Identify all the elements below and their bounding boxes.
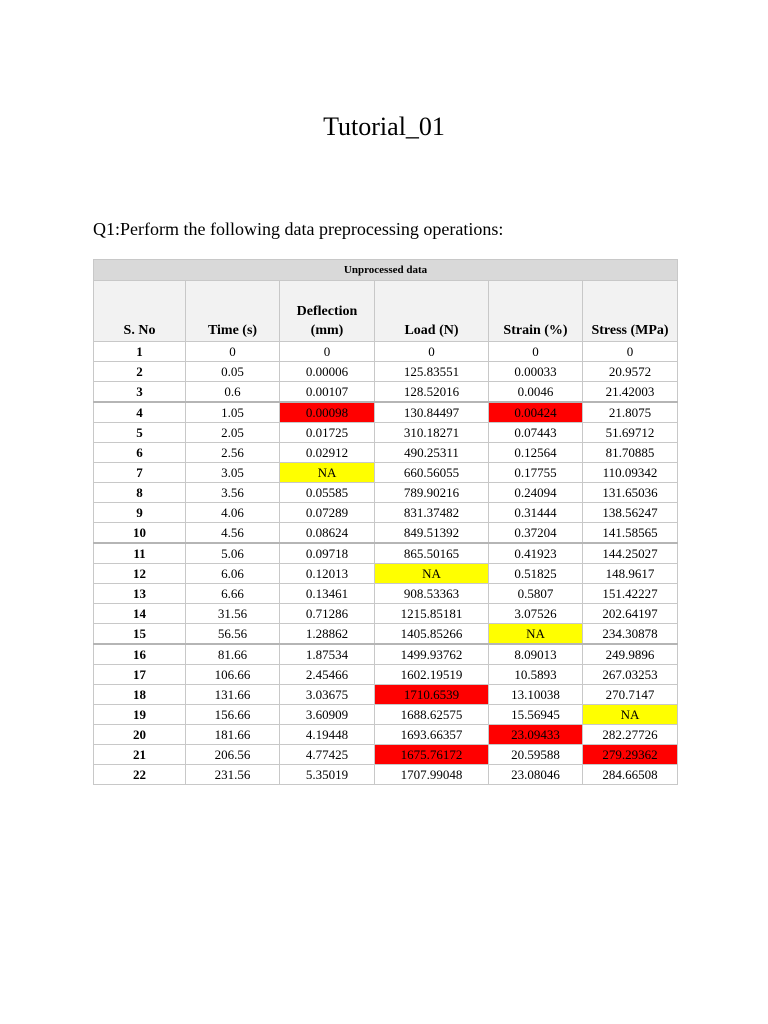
cell-load: 1602.19519: [375, 665, 489, 685]
cell-deflection: 0.13461: [280, 584, 375, 604]
cell-strain: 23.08046: [489, 765, 583, 785]
cell-strain: 3.07526: [489, 604, 583, 624]
unprocessed-data-table: [93, 259, 678, 785]
cell-time: 2.56: [186, 443, 280, 463]
cell-stress: 141.58565: [583, 523, 678, 544]
cell-time: 106.66: [186, 665, 280, 685]
cell-stress: 51.69712: [583, 423, 678, 443]
cell-stress: 144.25027: [583, 543, 678, 564]
table-row: [94, 402, 678, 423]
cell-sno: 11: [94, 543, 186, 564]
cell-stress-missing: NA: [583, 705, 678, 725]
cell-deflection: 1.28862: [280, 624, 375, 645]
cell-sno: 13: [94, 584, 186, 604]
cell-deflection: 0: [280, 342, 375, 362]
cell-time: 6.66: [186, 584, 280, 604]
cell-sno: 4: [94, 402, 186, 423]
cell-stress: 234.30878: [583, 624, 678, 645]
cell-sno: 17: [94, 665, 186, 685]
cell-time: 231.56: [186, 765, 280, 785]
cell-strain: 0.07443: [489, 423, 583, 443]
table-row: [94, 443, 678, 463]
table-row: [94, 584, 678, 604]
table-row: [94, 725, 678, 745]
cell-deflection: 0.00107: [280, 382, 375, 403]
cell-load: 865.50165: [375, 543, 489, 564]
cell-load: 849.51392: [375, 523, 489, 544]
question-text: Q1:Perform the following data preprocessing operations:: [93, 219, 504, 239]
cell-stress: 282.27726: [583, 725, 678, 745]
cell-time: 0: [186, 342, 280, 362]
cell-load-missing: NA: [375, 564, 489, 584]
cell-load: 0: [375, 342, 489, 362]
cell-strain: 0.41923: [489, 543, 583, 564]
cell-load: 1693.66357: [375, 725, 489, 745]
cell-stress: 151.42227: [583, 584, 678, 604]
table-row: [94, 745, 678, 765]
table-row: [94, 523, 678, 544]
column-header-time: Time (s): [186, 281, 280, 342]
cell-load: 1405.85266: [375, 624, 489, 645]
cell-time: 4.06: [186, 503, 280, 523]
cell-sno: 16: [94, 644, 186, 665]
column-header-strain: Strain (%): [489, 281, 583, 342]
cell-strain: 0.12564: [489, 443, 583, 463]
cell-sno: 9: [94, 503, 186, 523]
cell-load-highlighted: 1710.6539: [375, 685, 489, 705]
cell-deflection: 4.19448: [280, 725, 375, 745]
column-header-deflection: Deflection (mm): [280, 281, 375, 342]
cell-stress: 267.03253: [583, 665, 678, 685]
table-row: [94, 342, 678, 362]
cell-stress: 0: [583, 342, 678, 362]
cell-sno: 8: [94, 483, 186, 503]
cell-time: 81.66: [186, 644, 280, 665]
cell-deflection: 4.77425: [280, 745, 375, 765]
cell-load: 660.56055: [375, 463, 489, 483]
cell-strain: 0: [489, 342, 583, 362]
table-row: [94, 543, 678, 564]
cell-stress: 202.64197: [583, 604, 678, 624]
cell-load: 789.90216: [375, 483, 489, 503]
cell-strain: 20.59588: [489, 745, 583, 765]
cell-strain: 0.0046: [489, 382, 583, 403]
cell-deflection: 3.03675: [280, 685, 375, 705]
table-row: [94, 624, 678, 645]
cell-deflection: 1.87534: [280, 644, 375, 665]
cell-time: 156.66: [186, 705, 280, 725]
cell-load: 128.52016: [375, 382, 489, 403]
cell-time: 131.66: [186, 685, 280, 705]
table-row: [94, 644, 678, 665]
cell-stress: 249.9896: [583, 644, 678, 665]
cell-load: 310.18271: [375, 423, 489, 443]
cell-strain-missing: NA: [489, 624, 583, 645]
table-row: [94, 705, 678, 725]
cell-deflection: 0.12013: [280, 564, 375, 584]
cell-deflection: 0.00006: [280, 362, 375, 382]
cell-load: 1688.62575: [375, 705, 489, 725]
cell-time: 5.06: [186, 543, 280, 564]
cell-stress: 20.9572: [583, 362, 678, 382]
cell-time: 0.05: [186, 362, 280, 382]
cell-strain: 0.37204: [489, 523, 583, 544]
table-row: [94, 765, 678, 785]
cell-sno: 18: [94, 685, 186, 705]
cell-stress: 148.9617: [583, 564, 678, 584]
cell-stress: 81.70885: [583, 443, 678, 463]
table-row: [94, 604, 678, 624]
cell-load: 831.37482: [375, 503, 489, 523]
table-row: [94, 382, 678, 403]
cell-deflection: 2.45466: [280, 665, 375, 685]
cell-strain: 10.5893: [489, 665, 583, 685]
cell-strain: 0.00033: [489, 362, 583, 382]
cell-sno: 19: [94, 705, 186, 725]
cell-deflection: 0.02912: [280, 443, 375, 463]
cell-deflection-highlighted: 0.00098: [280, 402, 375, 423]
cell-sno: 7: [94, 463, 186, 483]
cell-time: 181.66: [186, 725, 280, 745]
cell-deflection: 0.09718: [280, 543, 375, 564]
cell-load: 490.25311: [375, 443, 489, 463]
cell-strain: 0.51825: [489, 564, 583, 584]
cell-time: 206.56: [186, 745, 280, 765]
cell-sno: 21: [94, 745, 186, 765]
cell-load: 908.53363: [375, 584, 489, 604]
document-title: Tutorial_01: [323, 112, 445, 141]
cell-time: 56.56: [186, 624, 280, 645]
cell-strain: 0.24094: [489, 483, 583, 503]
cell-strain: 13.10038: [489, 685, 583, 705]
cell-deflection: 5.35019: [280, 765, 375, 785]
cell-time: 0.6: [186, 382, 280, 403]
cell-stress: 110.09342: [583, 463, 678, 483]
cell-deflection: 3.60909: [280, 705, 375, 725]
cell-time: 4.56: [186, 523, 280, 544]
cell-time: 6.06: [186, 564, 280, 584]
cell-sno: 20: [94, 725, 186, 745]
cell-sno: 22: [94, 765, 186, 785]
cell-strain: 15.56945: [489, 705, 583, 725]
table-row: [94, 685, 678, 705]
table-row: [94, 665, 678, 685]
cell-load: 130.84497: [375, 402, 489, 423]
cell-load: 1707.99048: [375, 765, 489, 785]
table-row: [94, 503, 678, 523]
cell-strain: 0.31444: [489, 503, 583, 523]
cell-stress: 138.56247: [583, 503, 678, 523]
cell-strain: 0.17755: [489, 463, 583, 483]
cell-strain: 0.5807: [489, 584, 583, 604]
cell-sno: 15: [94, 624, 186, 645]
cell-stress: 21.8075: [583, 402, 678, 423]
cell-sno: 12: [94, 564, 186, 584]
cell-sno: 10: [94, 523, 186, 544]
cell-load-highlighted: 1675.76172: [375, 745, 489, 765]
cell-load: 1499.93762: [375, 644, 489, 665]
table-caption: Unprocessed data: [94, 260, 678, 281]
column-header-load: Load (N): [375, 281, 489, 342]
cell-stress: 270.7147: [583, 685, 678, 705]
cell-strain: 8.09013: [489, 644, 583, 665]
cell-deflection: 0.07289: [280, 503, 375, 523]
table-row: [94, 423, 678, 443]
cell-time: 3.05: [186, 463, 280, 483]
cell-sno: 5: [94, 423, 186, 443]
cell-deflection: 0.08624: [280, 523, 375, 544]
cell-stress: 21.42003: [583, 382, 678, 403]
cell-deflection: 0.05585: [280, 483, 375, 503]
table-row: [94, 362, 678, 382]
cell-strain-highlighted: 0.00424: [489, 402, 583, 423]
column-header-stress: Stress (MPa): [583, 281, 678, 342]
cell-time: 3.56: [186, 483, 280, 503]
cell-stress: 284.66508: [583, 765, 678, 785]
cell-load: 125.83551: [375, 362, 489, 382]
cell-sno: 3: [94, 382, 186, 403]
cell-strain-highlighted: 23.09433: [489, 725, 583, 745]
cell-time: 2.05: [186, 423, 280, 443]
table-row: [94, 564, 678, 584]
cell-deflection: 0.71286: [280, 604, 375, 624]
cell-sno: 2: [94, 362, 186, 382]
cell-stress: 131.65036: [583, 483, 678, 503]
column-header-sno: S. No: [94, 281, 186, 342]
table-row: [94, 463, 678, 483]
cell-stress-highlighted: 279.29362: [583, 745, 678, 765]
cell-sno: 1: [94, 342, 186, 362]
cell-time: 31.56: [186, 604, 280, 624]
cell-deflection: 0.01725: [280, 423, 375, 443]
table-row: [94, 483, 678, 503]
cell-load: 1215.85181: [375, 604, 489, 624]
cell-deflection-missing: NA: [280, 463, 375, 483]
cell-time: 1.05: [186, 402, 280, 423]
cell-sno: 14: [94, 604, 186, 624]
cell-sno: 6: [94, 443, 186, 463]
